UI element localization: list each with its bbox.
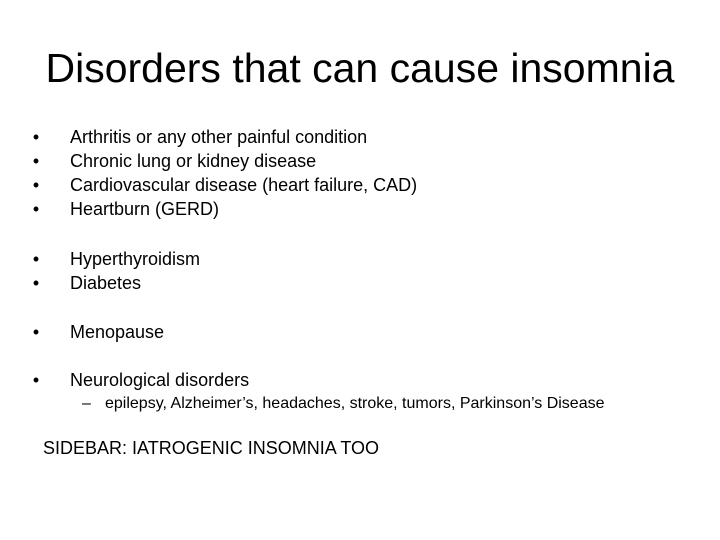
bullet-marker: • — [32, 175, 40, 195]
bullet-text: Heartburn (GERD) — [70, 199, 220, 219]
bullet-item — [30, 271, 200, 295]
bullet-marker: • — [32, 322, 40, 342]
bullet-text: Diabetes — [70, 273, 142, 293]
bullet-marker: • — [32, 127, 40, 147]
bullet-text: Neurological disorders — [70, 370, 250, 390]
bullet-item — [30, 173, 417, 197]
bullet-group-conditions — [30, 125, 417, 221]
bullet-marker: • — [32, 151, 40, 171]
bullet-text: Chronic lung or kidney disease — [70, 151, 317, 171]
bullet-item — [30, 197, 417, 221]
sub-item-text: epilepsy, Alzheimer’s, headaches, stroke, tumors, Parkinson’s Disease — [105, 395, 605, 412]
bullet-item — [30, 125, 417, 149]
sub-list — [30, 394, 605, 414]
bullet-text: Menopause — [70, 322, 165, 342]
bullet-marker: • — [32, 249, 40, 269]
bullet-text: Cardiovascular disease (heart failure, CAD) — [70, 175, 418, 195]
bullet-item — [30, 368, 605, 392]
sub-item — [70, 394, 605, 414]
sub-list-container — [30, 394, 605, 414]
bullet-marker: • — [32, 273, 40, 293]
bullet-item — [30, 247, 200, 271]
bullet-marker: • — [32, 370, 40, 390]
bullet-text: Hyperthyroidism — [70, 249, 201, 269]
bullet-item — [30, 149, 417, 173]
sidebar-note: SIDEBAR: IATROGENIC INSOMNIA TOO — [43, 438, 380, 458]
bullet-group-endocrine — [30, 247, 200, 295]
bullet-group-neurological — [30, 368, 605, 414]
sub-marker: – — [82, 395, 91, 412]
bullet-text: Arthritis or any other painful condition — [70, 127, 368, 147]
bullet-group-menopause — [30, 320, 164, 344]
bullet-item — [30, 320, 164, 344]
slide-title: Disorders that can cause insomnia — [45, 45, 675, 91]
bullet-marker: • — [32, 199, 40, 219]
